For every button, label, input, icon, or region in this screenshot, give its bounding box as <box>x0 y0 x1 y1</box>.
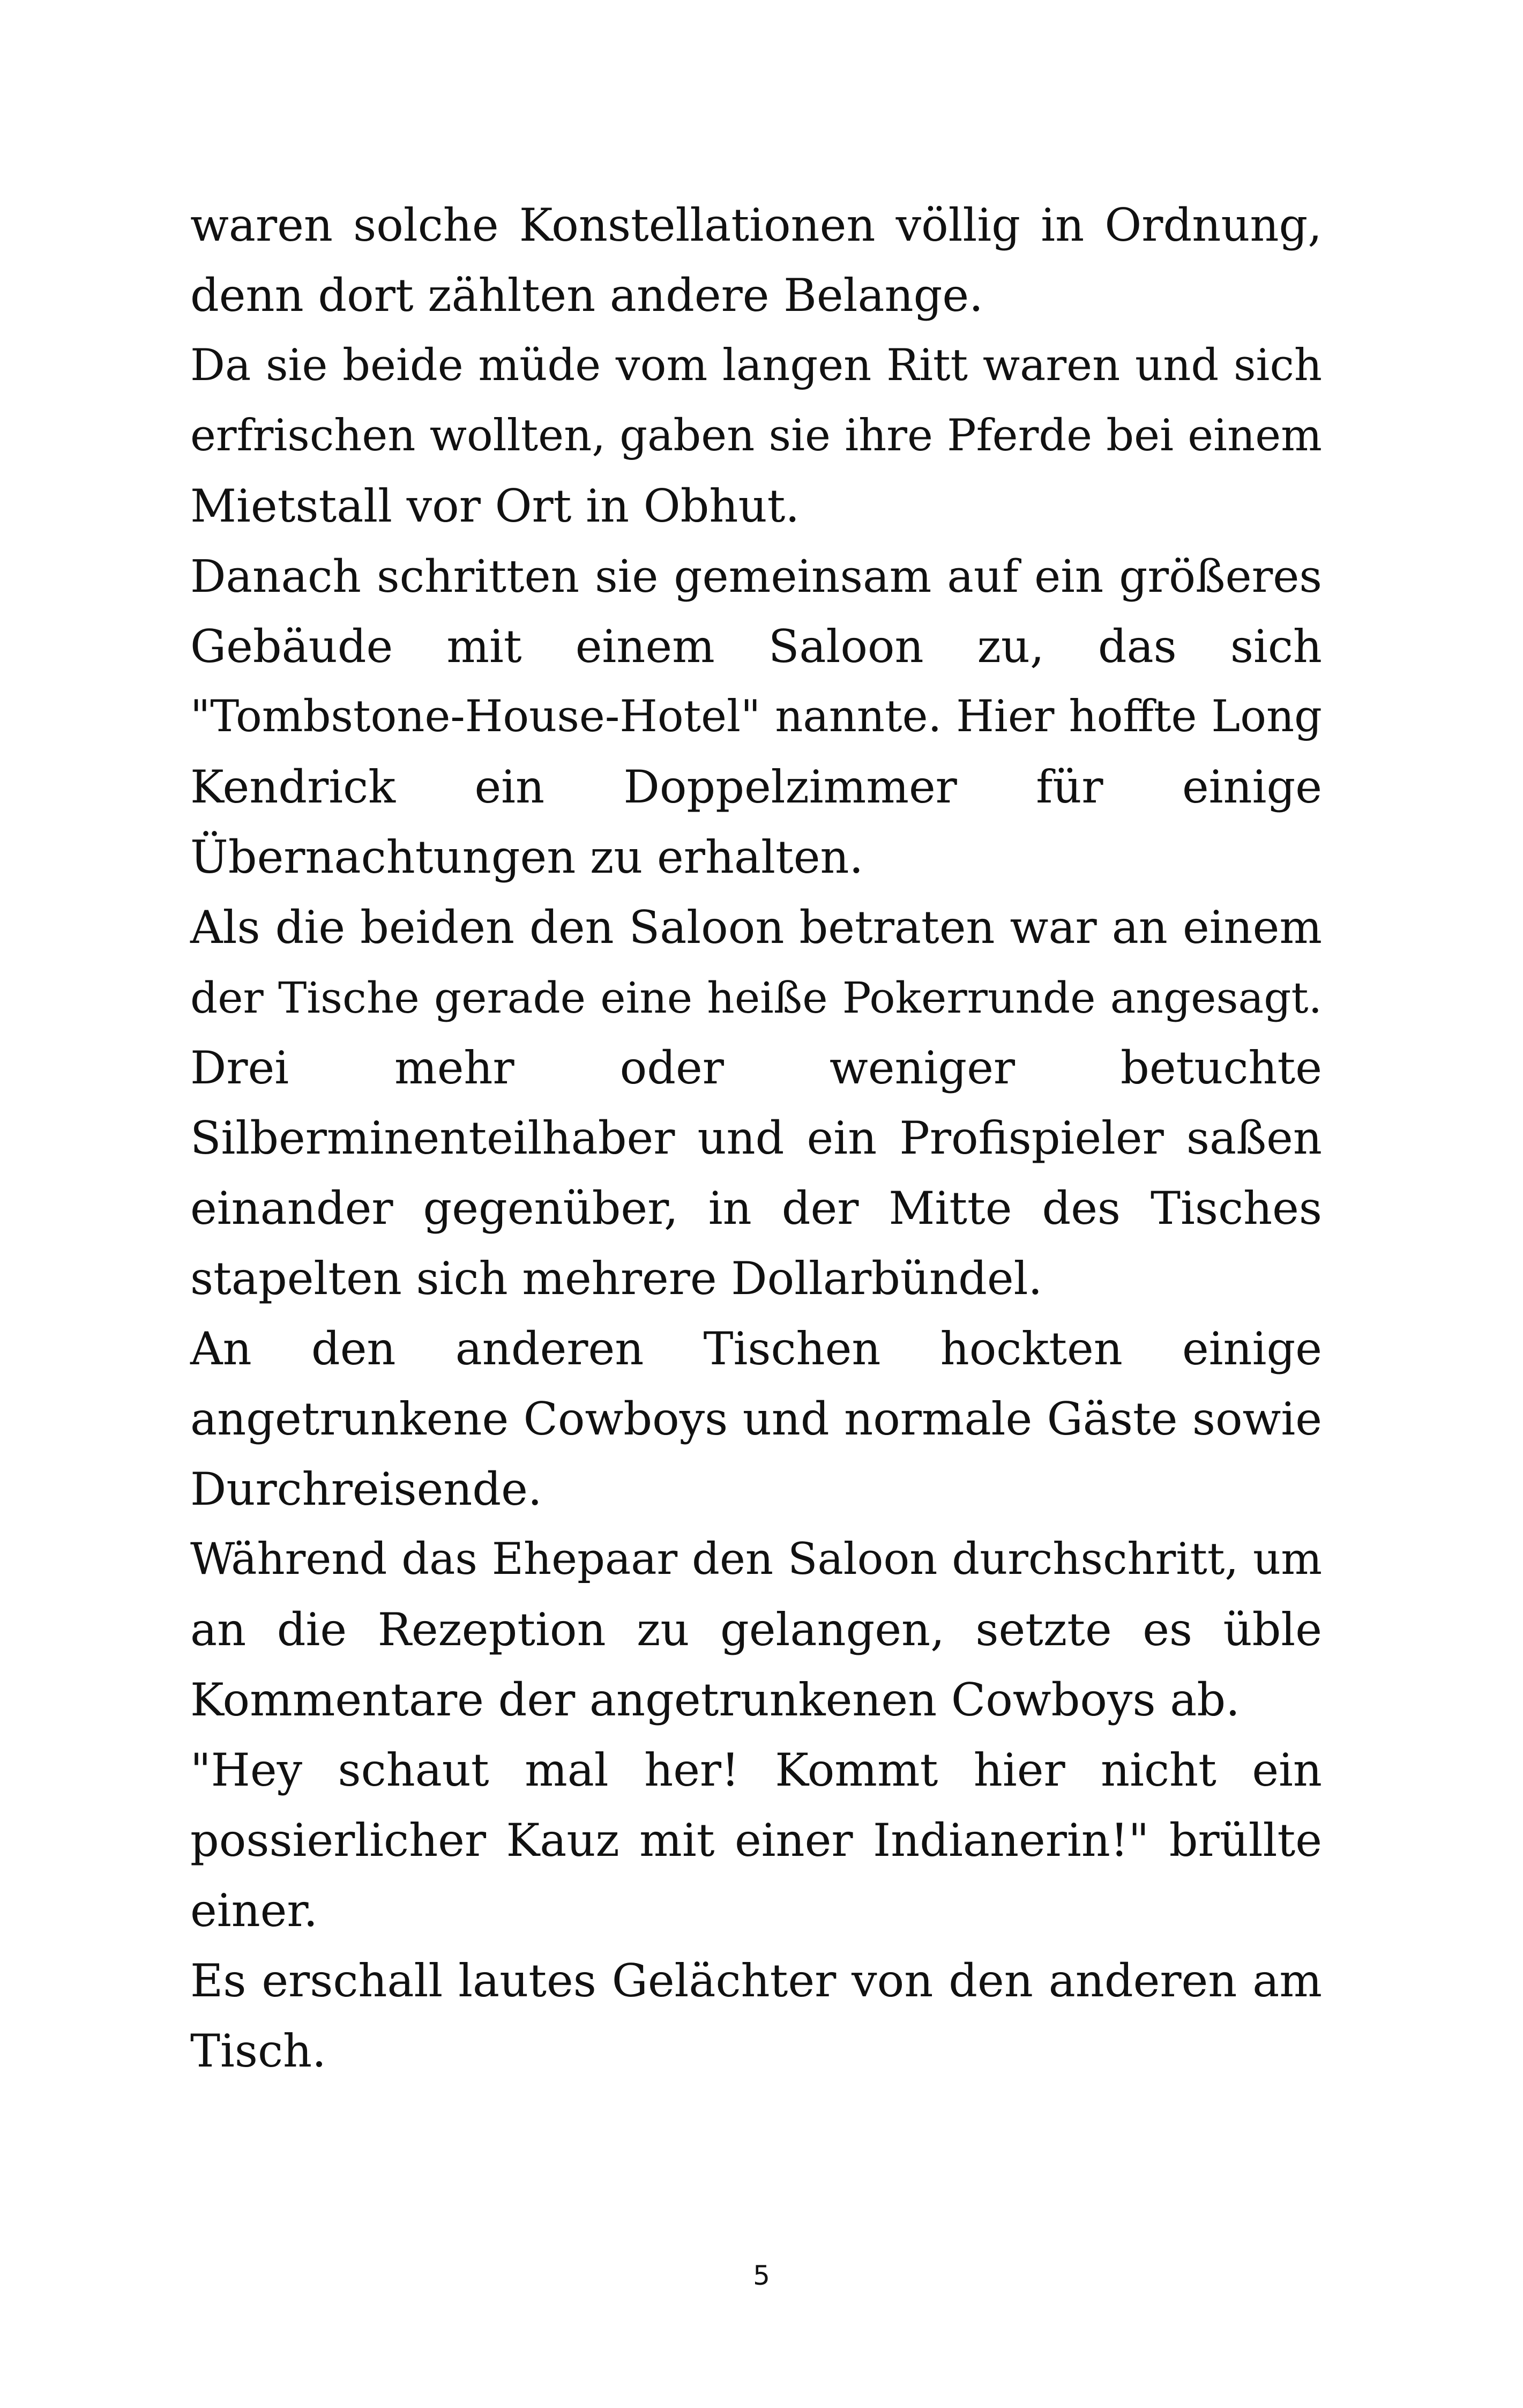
text-line: Es erschall lautes Gelächter von den anderen am <box>190 1954 1322 2007</box>
text-line: Während das Ehepaar den Saloon durchschritt, um <box>190 1534 1322 1585</box>
text-line: Durchreisende. <box>190 1463 542 1515</box>
text-line: Übernachtungen zu erhalten. <box>190 831 864 883</box>
text-line: Tisch. <box>190 2025 326 2077</box>
text-line: An den anderen Tischen hockten einige <box>190 1322 1322 1375</box>
text-line: Kommentare der angetrunkenen Cowboys ab. <box>190 1674 1240 1726</box>
text-line: possierlicher Kauz mit einer Indianerin!" brüllte <box>190 1814 1322 1867</box>
text-line: denn dort zählten andere Belange. <box>190 269 983 322</box>
text-line: stapelten sich mehrere Dollarbündel. <box>190 1252 1043 1305</box>
text-line: einander gegenüber, in der Mitte des Tisches <box>190 1182 1322 1235</box>
text-line: Drei mehr oder weniger betuchte <box>190 1042 1322 1094</box>
text-line: der Tische gerade eine heiße Pokerrunde angesagt. <box>190 973 1322 1023</box>
text-line: einer. <box>190 1884 318 1937</box>
page-number: 5 <box>753 2260 770 2291</box>
text-line: waren solche Konstellationen völlig in Ordnung, <box>190 199 1322 251</box>
text-line: Silberminenteilhaber und ein Profispieler saßen <box>190 1112 1322 1164</box>
text-line: Mietstall vor Ort in Obhut. <box>190 480 800 532</box>
text-line: "Hey schaut mal her! Kommt hier nicht ein <box>190 1744 1322 1796</box>
text-line: Da sie beide müde vom langen Ritt waren und sich <box>190 340 1322 391</box>
text-line: Als die beiden den Saloon betraten war an einem <box>190 901 1322 954</box>
text-line: Kendrick ein Doppelzimmer für einige <box>190 761 1322 813</box>
text-line: Gebäude mit einem Saloon zu, das sich <box>190 620 1322 673</box>
body-text <box>190 190 1322 2086</box>
text-line: angetrunkene Cowboys und normale Gäste sowie <box>190 1393 1322 1445</box>
text-line: an die Rezeption zu gelangen, setzte es üble <box>190 1603 1322 1656</box>
text-line: Danach schritten sie gemeinsam auf ein größeres <box>190 551 1322 603</box>
text-line: "Tombstone-House-Hotel" nannte. Hier hoffte Long <box>190 692 1322 742</box>
text-line: erfrischen wollten, gaben sie ihre Pferde bei einem <box>190 411 1322 461</box>
